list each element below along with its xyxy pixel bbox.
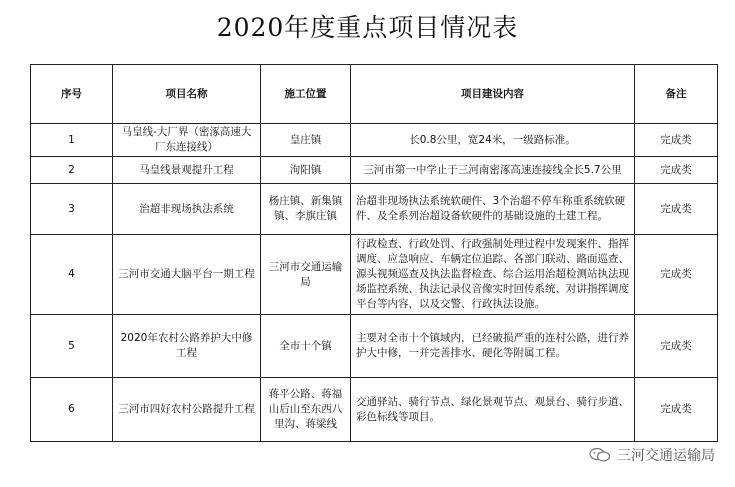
page-title: 2020年度重点项目情况表: [216, 13, 519, 42]
table-row: [31, 157, 718, 184]
table-header-row: [31, 65, 718, 124]
row-location: 泃阳镇: [261, 157, 351, 184]
row-content: 三河市第一中学止于三河南密涿高速连接线全长5.7公里: [351, 157, 635, 184]
table-row: [31, 124, 718, 157]
row-note: 完成类: [635, 124, 718, 157]
watermark-text: 三河交通运输局: [617, 448, 715, 464]
row-note: 完成类: [635, 378, 718, 442]
row-name: 三河市交通大脑平台一期工程: [113, 235, 261, 315]
row-note: 完成类: [635, 235, 718, 315]
row-no: 4: [31, 235, 113, 315]
table-row: [31, 235, 718, 315]
table-row: [31, 184, 718, 235]
row-content: 行政检查、行政处罚、行政强制处理过程中发现案件、指挥调度、应急响应、车辆定位追踪、各部门联动、路面巡查、源头视频巡查及执法监督检查、综合运用治超检测站执法现场监控系统、执法记录仪音像实时回传系统、对讲指挥调度平台等内容，以及交警、行政执法设施。: [351, 235, 635, 315]
row-no: 2: [31, 157, 113, 184]
row-location: 杨庄镇、新集镇镇、李旗庄镇: [261, 184, 351, 235]
header-name: 项目名称: [113, 65, 261, 124]
row-location: 蒋平公路、蒋福山后山至东西八里沟、蒋梁线: [261, 378, 351, 442]
table-row: [31, 378, 718, 442]
row-no: 6: [31, 378, 113, 442]
row-location: 皇庄镇: [261, 124, 351, 157]
watermark: [589, 445, 715, 465]
header-no: 序号: [31, 65, 113, 124]
row-no: 1: [31, 124, 113, 157]
wechat-icon: [589, 447, 611, 463]
row-name: 马皇线景观提升工程: [113, 157, 261, 184]
row-name: 治超非现场执法系统: [113, 184, 261, 235]
row-name: 马皇线-大厂界（密涿高速大厂东连接线）: [113, 124, 261, 157]
table-row: [31, 315, 718, 378]
row-location: 全市十个镇: [261, 315, 351, 378]
row-no: 5: [31, 315, 113, 378]
row-location: 三河市交通运输局: [261, 235, 351, 315]
row-content: 治超非现场执法系统软硬件、3个治超不停车称重系统软硬件、及全系列治超设备软硬件的基础设施的土建工程。: [351, 184, 635, 235]
row-note: 完成类: [635, 315, 718, 378]
project-table: [30, 64, 718, 442]
header-location: 施工位置: [261, 65, 351, 124]
row-name: 三河市四好农村公路提升工程: [113, 378, 261, 442]
header-content: 项目建设内容: [351, 65, 635, 124]
row-content: 长0.8公里，宽24米，一级路标准。: [351, 124, 635, 157]
row-content: 主要对全市十个镇域内，已经破损严重的连村公路，进行养护大中修，一并完善排水、硬化等附属工程。: [351, 315, 635, 378]
row-note: 完成类: [635, 184, 718, 235]
row-content: 交通驿站、骑行节点、绿化景观节点、观景台、骑行步道、彩色标线等项目。: [351, 378, 635, 442]
row-name: 2020年农村公路养护大中修工程: [113, 315, 261, 378]
row-note: 完成类: [635, 157, 718, 184]
row-no: 3: [31, 184, 113, 235]
header-note: 备注: [635, 65, 718, 124]
